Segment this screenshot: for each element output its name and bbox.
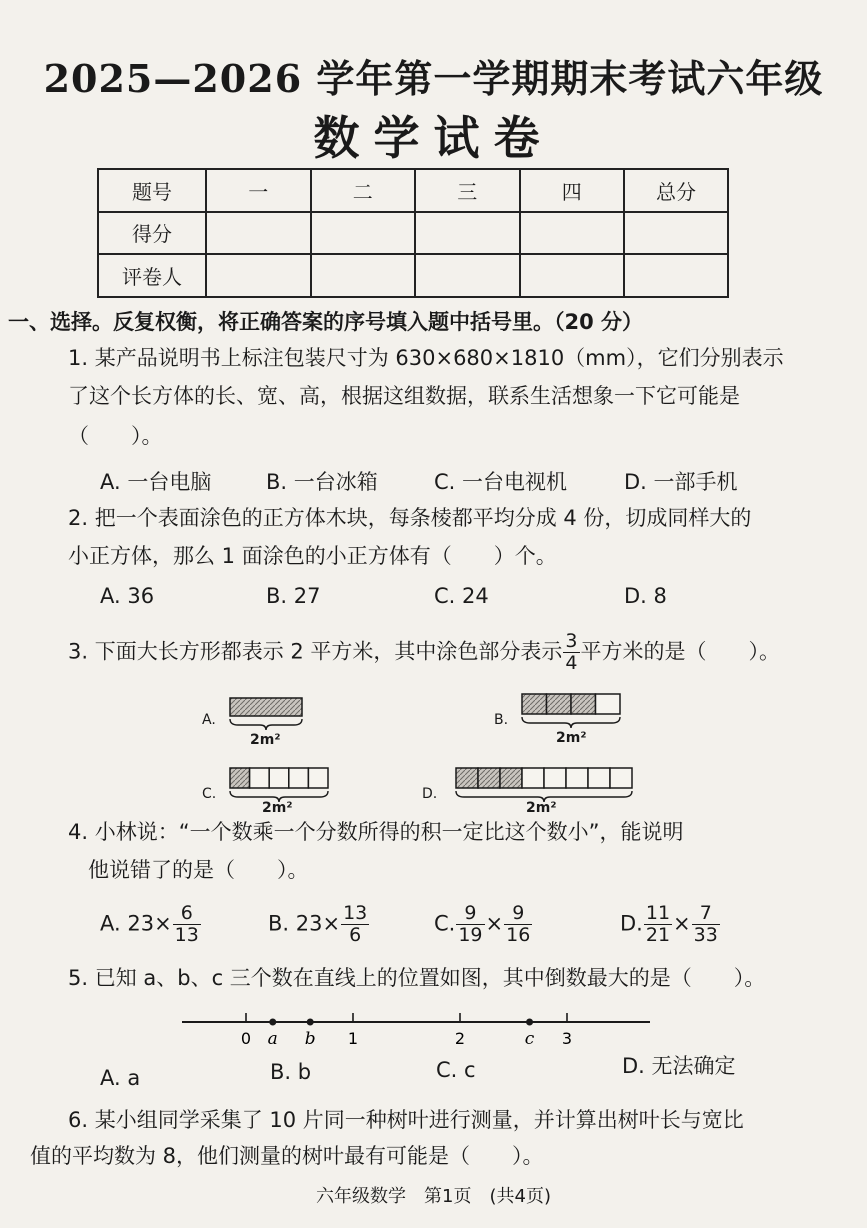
q3-area-label-c: 2m² <box>262 800 293 816</box>
q4-option-d-label: D. <box>620 911 643 936</box>
q1-option-b[interactable]: B. 一台冰箱 <box>266 470 378 494</box>
q3-prefix: 3. 下面大长方形都表示 2 平方米，其中涂色部分表示 <box>68 639 563 664</box>
q3-diagram-d-cell <box>456 768 478 788</box>
q3-diagram-d-cell <box>588 768 610 788</box>
q3-diagram-d-cell <box>544 768 566 788</box>
question-1-line2: 了这个长方体的长、宽、高，根据这组数据，联系生活想象一下它可能是 <box>68 384 740 408</box>
number-line-point-label: a <box>267 1029 278 1049</box>
q1-option-d[interactable]: D. 一部手机 <box>624 470 738 494</box>
fraction <box>456 904 484 945</box>
table-cell: 得分 <box>98 212 206 255</box>
q3-diagram-label-a: A. <box>202 712 216 728</box>
number-line-point-label: b <box>304 1029 316 1049</box>
q4-option-a[interactable] <box>100 904 202 945</box>
exam-title: 2025—2026 学年第一学期期末考试六年级 <box>43 56 824 101</box>
q4-option-a-label: A. 23× <box>100 911 172 936</box>
q3-diagram-b-cell <box>547 694 572 714</box>
fraction-numerator: 3 <box>565 630 578 652</box>
q1-option-c[interactable]: C. 一台电视机 <box>434 470 568 494</box>
number-line <box>0 1000 867 1060</box>
q2-option-b[interactable]: B. 27 <box>266 584 321 608</box>
question-2-line1: 2. 把一个表面涂色的正方体木块，每条棱都平均分成 4 份，切成同样大的 <box>68 506 752 530</box>
number-line-tick-label: 1 <box>347 1029 359 1048</box>
fraction-denominator: 16 <box>506 924 531 946</box>
fraction <box>504 904 532 945</box>
table-cell: 总分 <box>624 169 728 212</box>
number-line-point-b <box>307 1019 314 1026</box>
q2-option-d[interactable]: D. 8 <box>624 584 667 608</box>
q3-diagram-b-cell <box>596 694 621 714</box>
table-cell: 三 <box>415 169 520 212</box>
q4-option-b[interactable] <box>268 904 370 945</box>
question-4-line2: 他说错了的是（ ）。 <box>88 858 309 882</box>
fraction-numerator: 6 <box>173 904 201 925</box>
page-footer: 六年级数学 第1页 (共4页) <box>316 1186 551 1207</box>
number-line-tick-label: 0 <box>240 1029 252 1048</box>
q5-option-a[interactable]: A. a <box>100 1066 141 1090</box>
q5-option-d[interactable]: D. 无法确定 <box>622 1054 736 1078</box>
fraction-numerator: 9 <box>504 904 532 925</box>
number-line-point-label: c <box>524 1029 535 1049</box>
fraction <box>644 904 672 945</box>
q5-option-c[interactable]: C. c <box>436 1058 476 1082</box>
q3-diagram-c-cell <box>308 768 328 788</box>
q1-option-a[interactable]: A. 一台电脑 <box>100 470 212 494</box>
q4-option-d[interactable] <box>620 904 721 945</box>
q4-option-c[interactable] <box>434 904 533 945</box>
fraction-denominator: 13 <box>174 924 199 946</box>
table-cell: 题号 <box>98 169 206 212</box>
q3-area-label-b: 2m² <box>556 730 587 746</box>
fraction-denominator: 33 <box>693 924 718 946</box>
table-cell: 二 <box>311 169 416 212</box>
fraction-numerator: 7 <box>692 904 720 925</box>
q3-suffix: 平方米的是（ ）。 <box>580 639 781 664</box>
q3-diagram-b-cell <box>571 694 596 714</box>
table-cell: 一 <box>206 169 311 212</box>
number-line-point-a <box>269 1019 276 1026</box>
q4-option-c-label: C. <box>434 911 456 936</box>
q3-diagram-label-d: D. <box>422 786 438 802</box>
q3-diagram-a-cell <box>230 698 302 716</box>
fraction <box>341 904 369 945</box>
q3-diagram-d-cell <box>478 768 500 788</box>
q5-option-b[interactable]: B. b <box>270 1060 312 1084</box>
q3-diagram-b-brace <box>522 717 620 728</box>
q3-diagram-d-cell <box>566 768 588 788</box>
q3-diagram-c-cell <box>269 768 289 788</box>
fraction-denominator: 19 <box>458 924 483 946</box>
q3-diagram-d-cell <box>522 768 544 788</box>
question-6-line1: 6. 某小组同学采集了 10 片同一种树叶进行测量，并计算出树叶长与宽比 <box>68 1108 744 1132</box>
table-cell: 四 <box>520 169 625 212</box>
table-cell: 评卷人 <box>98 254 206 297</box>
q3-diagram-c-cell <box>289 768 309 788</box>
q3-diagram-label-c: C. <box>202 786 217 802</box>
fraction <box>692 904 720 945</box>
fraction-numerator: 13 <box>343 902 368 924</box>
q3-area-label-d: 2m² <box>526 800 557 816</box>
q3-diagram-c-cell <box>250 768 270 788</box>
q4-option-b-label: B. 23× <box>268 911 341 936</box>
q3-diagram-label-b: B. <box>494 712 509 728</box>
q3-diagram-d-cell <box>500 768 522 788</box>
times-sign: × <box>485 911 504 936</box>
fraction-numerator: 11 <box>645 902 671 924</box>
q3-diagram-a-brace <box>230 719 302 730</box>
q3-diagram-c-cell <box>230 768 250 788</box>
subject-title: 数学试卷 <box>313 111 554 165</box>
question-4-line1: 4. 小林说：“一个数乘一个分数所得的积一定比这个数小”，能说明 <box>68 820 684 844</box>
q3-diagram-d-cell <box>610 768 632 788</box>
fraction-numerator: 9 <box>456 904 484 925</box>
question-6-line2: 值的平均数为 8，他们测量的树叶最有可能是（ ）。 <box>30 1144 544 1168</box>
question-1-line1: 1. 某产品说明书上标注包装尺寸为 630×680×1810（mm），它们分别表示 <box>68 346 784 370</box>
question-5-line1: 5. 已知 a、b、c 三个数在直线上的位置如图，其中倒数最大的是（ ）。 <box>68 966 766 990</box>
fraction-denominator: 21 <box>645 924 671 946</box>
number-line-tick-label: 3 <box>561 1029 573 1048</box>
times-sign: × <box>673 911 691 936</box>
question-1-line3: （ ）。 <box>68 424 163 448</box>
number-line-point-c <box>526 1019 533 1026</box>
q3-area-label-a: 2m² <box>250 732 281 748</box>
section-heading: 一、选择。反复权衡，将正确答案的序号填入题中括号里。（20 分） <box>8 310 644 334</box>
fraction-denominator: 4 <box>565 652 578 674</box>
number-line-tick-label: 2 <box>454 1029 466 1048</box>
question-2-line2: 小正方体，那么 1 面涂色的小正方体有（ ）个。 <box>68 544 557 568</box>
fraction <box>173 904 201 945</box>
q2-option-c[interactable]: C. 24 <box>434 584 489 608</box>
fraction-denominator: 6 <box>349 924 362 946</box>
q3-diagram-b-cell <box>522 694 547 714</box>
q2-option-a[interactable]: A. 36 <box>100 584 155 608</box>
